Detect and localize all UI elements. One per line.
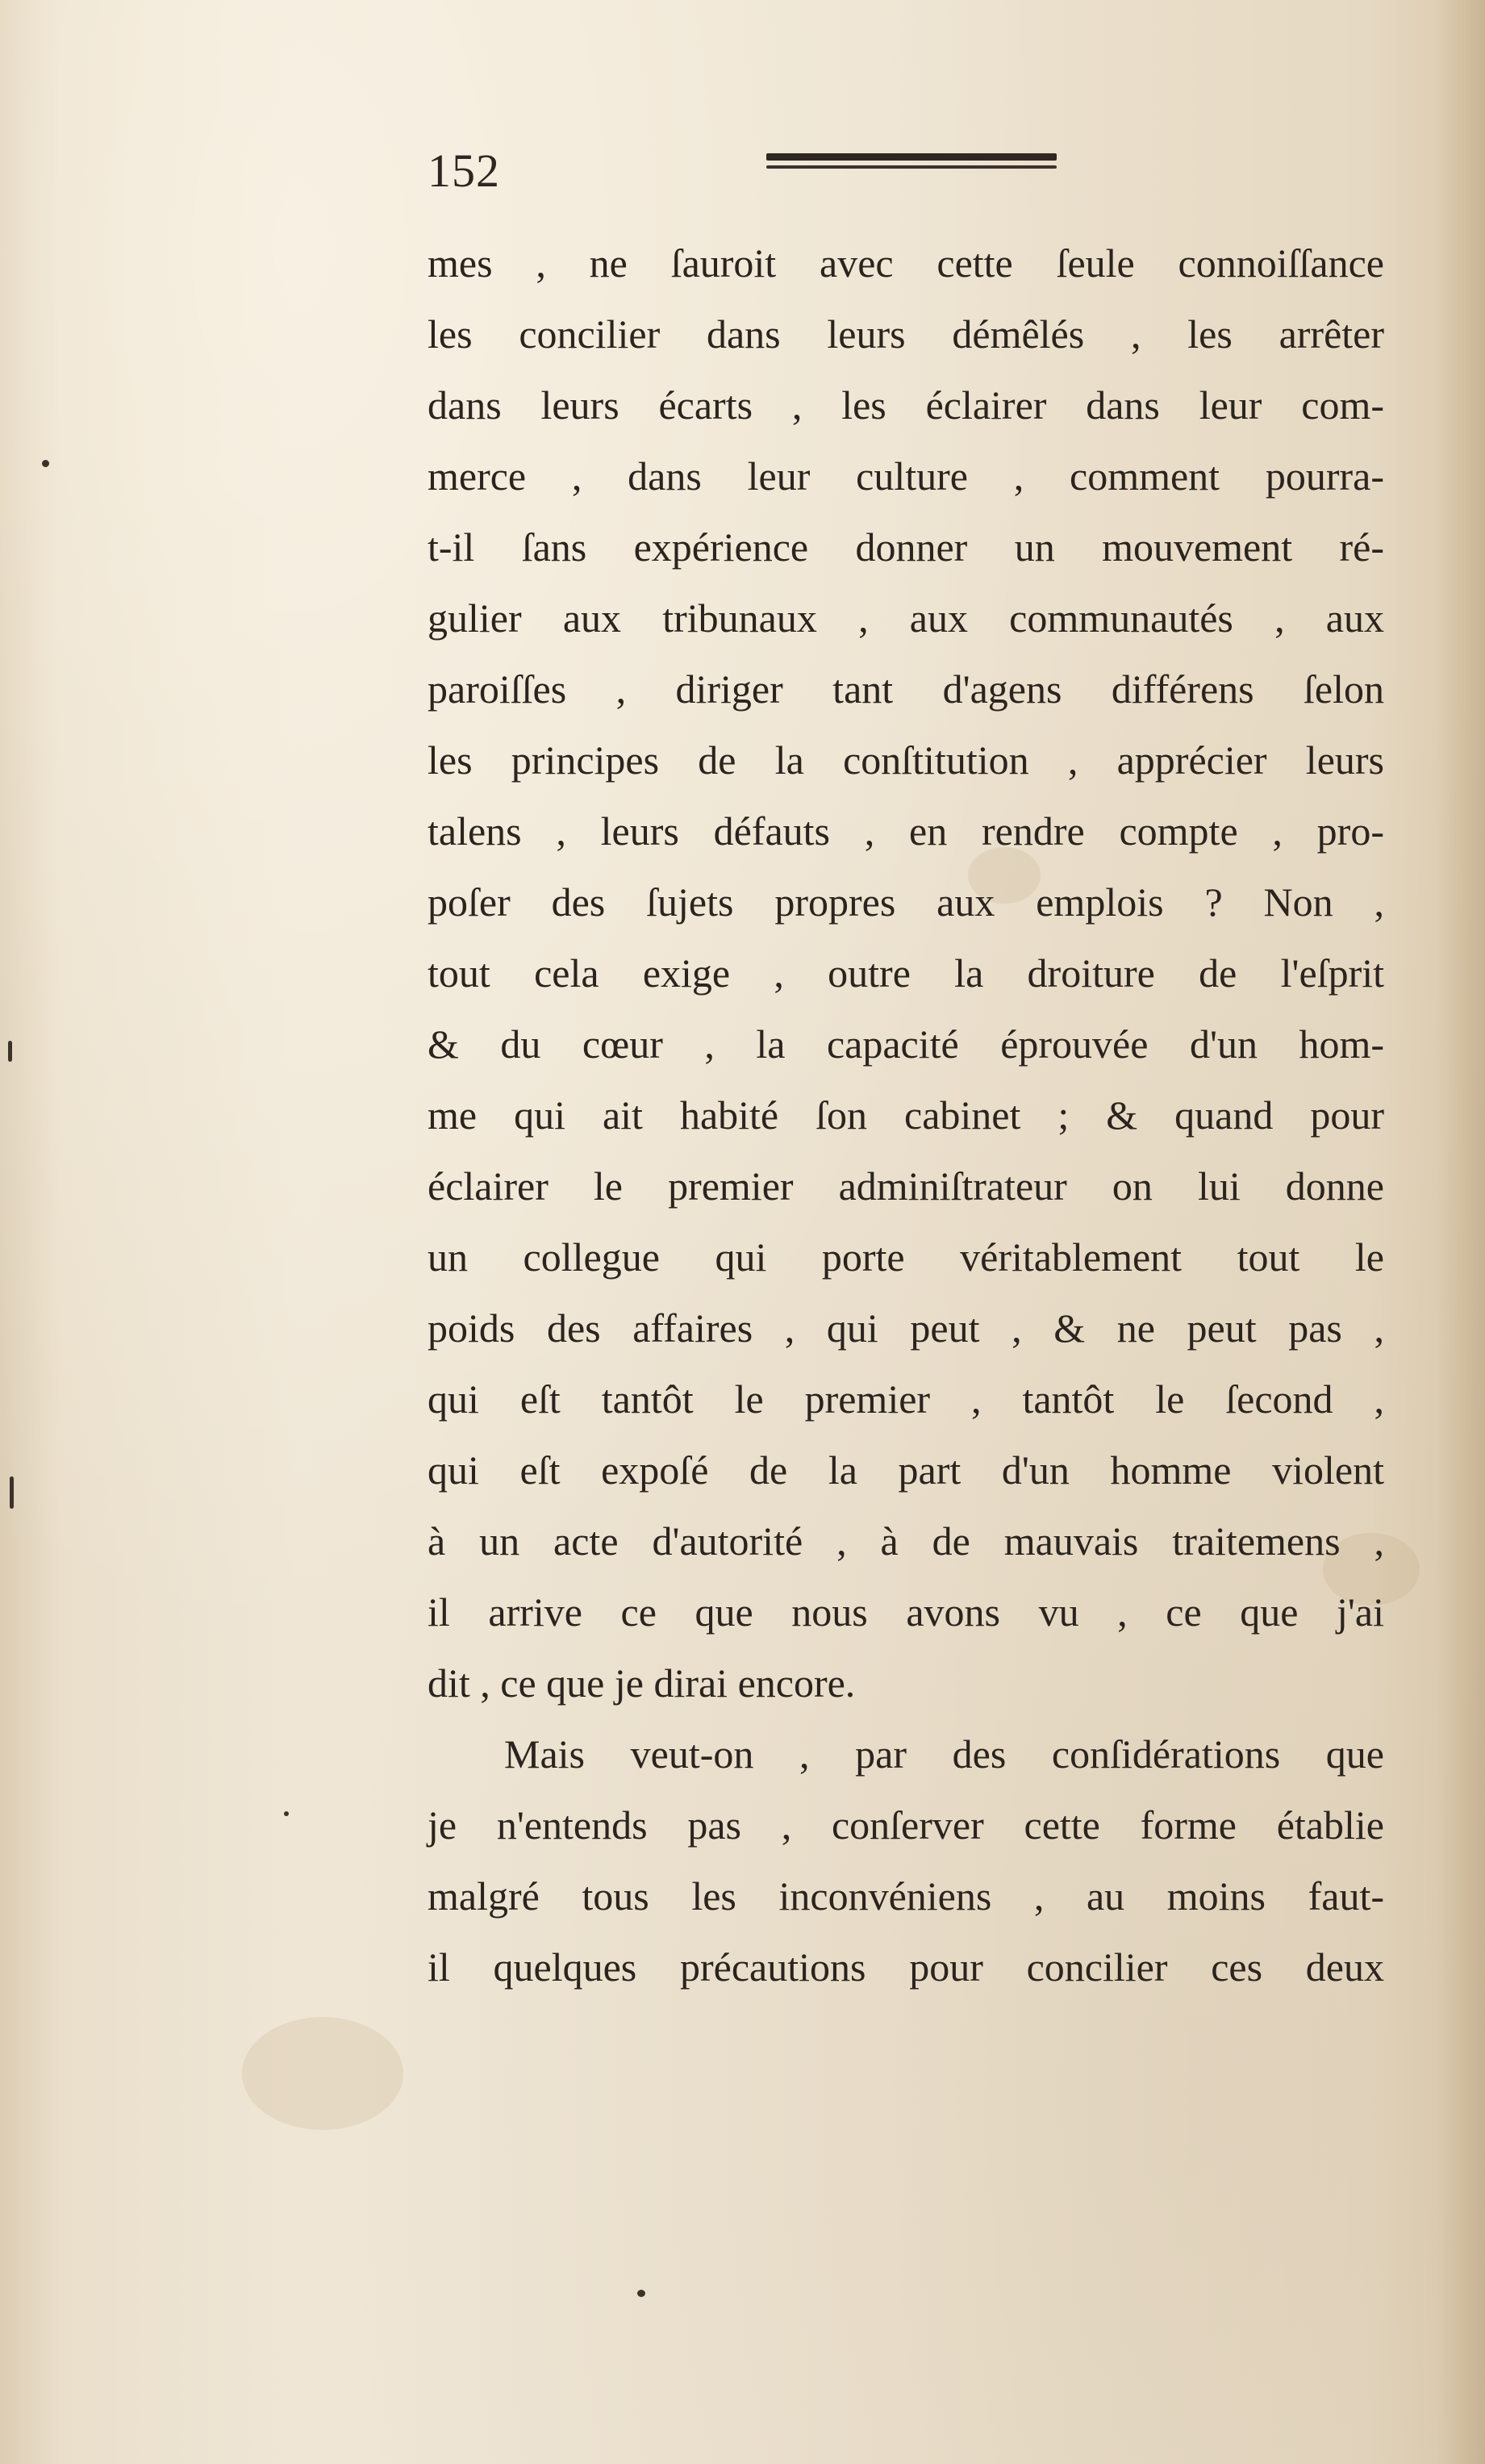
text-line: & du cœur , la capacité éprouvée d'un hom-	[428, 1021, 1384, 1067]
body-text	[428, 228, 1384, 2003]
text-line: malgré tous les inconvéniens , au moins faut-	[428, 1873, 1384, 1919]
text-line: merce , dans leur culture , comment pourra-	[428, 453, 1384, 499]
text-line: talens , leurs défauts , en rendre compte , pro-	[428, 808, 1384, 854]
text-line: dans leurs écarts , les éclairer dans leur com-	[428, 382, 1384, 428]
ink-speck	[8, 1041, 12, 1062]
text-line: poſer des ſujets propres aux emplois ? Non ,	[428, 879, 1384, 925]
paper-stain	[242, 2017, 403, 2130]
ink-speck	[284, 1811, 289, 1816]
text-line: gulier aux tribunaux , aux communautés , aux	[428, 595, 1384, 641]
text-line: tout cela exige , outre la droiture de l'eſprit	[428, 950, 1384, 996]
text-line: paroiſſes , diriger tant d'agens différens ſelon	[428, 666, 1384, 712]
text-line: mes , ne ſauroit avec cette ſeule connoiſſance	[428, 240, 1384, 286]
text-line-paragraph-start: Mais veut-on , par des conſidérations que	[504, 1731, 1384, 1777]
header-rule-thin	[766, 165, 1057, 169]
text-line: qui eſt tantôt le premier , tantôt le ſecond ,	[428, 1376, 1384, 1422]
ink-speck	[10, 1476, 14, 1509]
text-line: poids des affaires , qui peut , & ne peut pas ,	[428, 1305, 1384, 1351]
text-line: il arrive ce que nous avons vu , ce que j'ai	[428, 1589, 1384, 1635]
text-line: je n'entends pas , conſerver cette forme établie	[428, 1802, 1384, 1848]
header-rule-thick	[766, 153, 1057, 161]
ink-speck	[637, 2290, 645, 2297]
text-line: il quelques précautions pour concilier ces deux	[428, 1944, 1384, 1990]
header-double-rule	[766, 153, 1057, 173]
text-line: les concilier dans leurs démêlés , les arrêter	[428, 311, 1384, 357]
text-line-paragraph-end: dit , ce que je dirai encore.	[428, 1660, 856, 1706]
text-line: un collegue qui porte véritablement tout le	[428, 1234, 1384, 1280]
page-edge-shadow	[1437, 0, 1485, 2464]
page-number: 152	[428, 144, 500, 197]
ink-speck	[42, 460, 49, 467]
text-line: éclairer le premier adminiſtrateur on lui donne	[428, 1163, 1384, 1209]
text-line: t-il ſans expérience donner un mouvement ré-	[428, 524, 1384, 570]
text-line: à un acte d'autorité , à de mauvais traitemens ,	[428, 1518, 1384, 1564]
text-line: les principes de la conſtitution , apprécier leurs	[428, 737, 1384, 783]
text-line: me qui ait habité ſon cabinet ; & quand pour	[428, 1092, 1384, 1138]
text-line: qui eſt expoſé de la part d'un homme violent	[428, 1447, 1384, 1493]
